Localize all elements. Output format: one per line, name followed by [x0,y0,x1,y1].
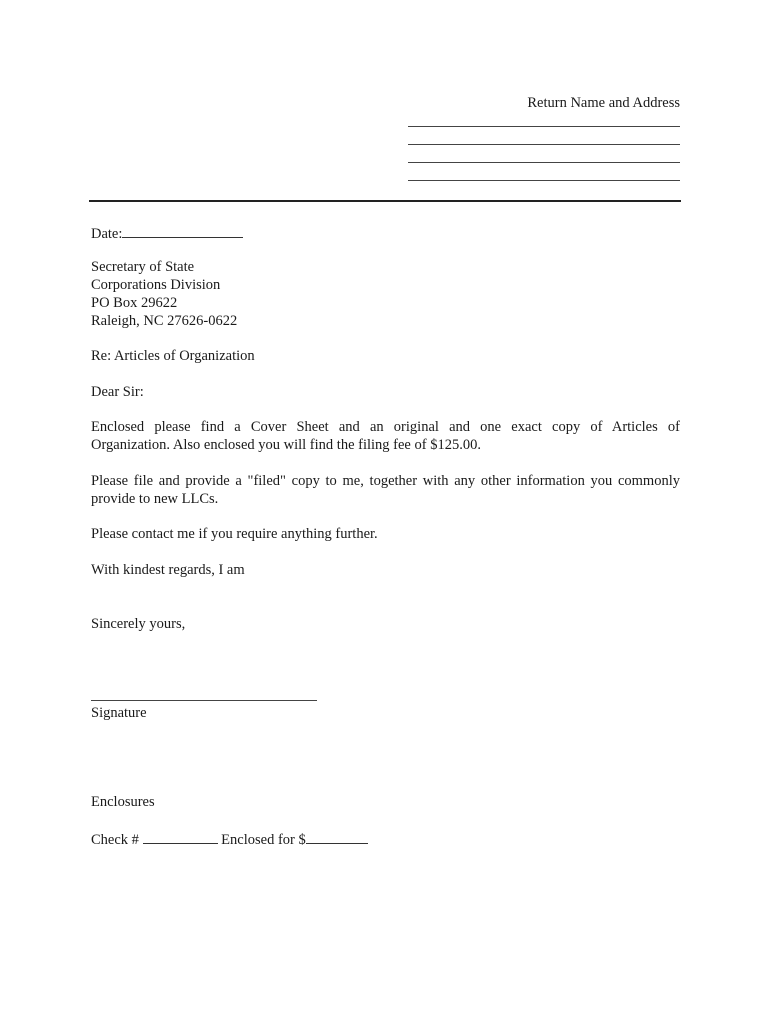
paragraph-file-request [91,472,680,508]
check-number-field[interactable] [143,829,218,844]
date-field[interactable] [122,223,243,238]
paragraph-enclosed-line-2: Organization. Also enclosed you will find the filing fee of $125.00. [91,437,481,453]
date-line [91,223,680,243]
recipient-line-4: Raleigh, NC 27626-0622 [91,313,238,329]
paragraph-contact: Please contact me if you require anything further. [91,526,378,542]
return-address-line-1[interactable] [408,126,680,127]
signature-line[interactable] [91,700,317,701]
header-divider [89,200,681,202]
salutation: Dear Sir: [91,384,144,400]
return-address-line-3[interactable] [408,162,680,163]
check-label: Check # [91,832,139,848]
date-label: Date: [91,226,123,242]
recipient-address [91,258,680,330]
paragraph-file-request-line-1: Please file and provide a "filed" copy to me, together with any other information you commonly [91,473,680,489]
closing: Sincerely yours, [91,616,186,632]
enclosed-for-label: Enclosed for $ [221,832,306,848]
return-address-title: Return Name and Address [527,95,680,111]
paragraph-enclosed-line-1: Enclosed please find a Cover Sheet and an original and one exact copy of Articles of [91,419,680,435]
signature-label: Signature [91,705,147,721]
re-line: Re: Articles of Organization [91,348,255,364]
return-address-line-2[interactable] [408,144,680,145]
recipient-line-2: Corporations Division [91,277,221,293]
recipient-line-1: Secretary of State [91,259,195,275]
check-line [91,829,680,849]
return-address-line-4[interactable] [408,180,680,181]
recipient-line-3: PO Box 29622 [91,295,178,311]
amount-field[interactable] [306,829,368,844]
paragraph-file-request-line-2: provide to new LLCs. [91,491,219,507]
paragraph-regards: With kindest regards, I am [91,562,245,578]
paragraph-enclosed [91,418,680,454]
return-address-block [408,94,680,181]
enclosures-label: Enclosures [91,794,155,810]
